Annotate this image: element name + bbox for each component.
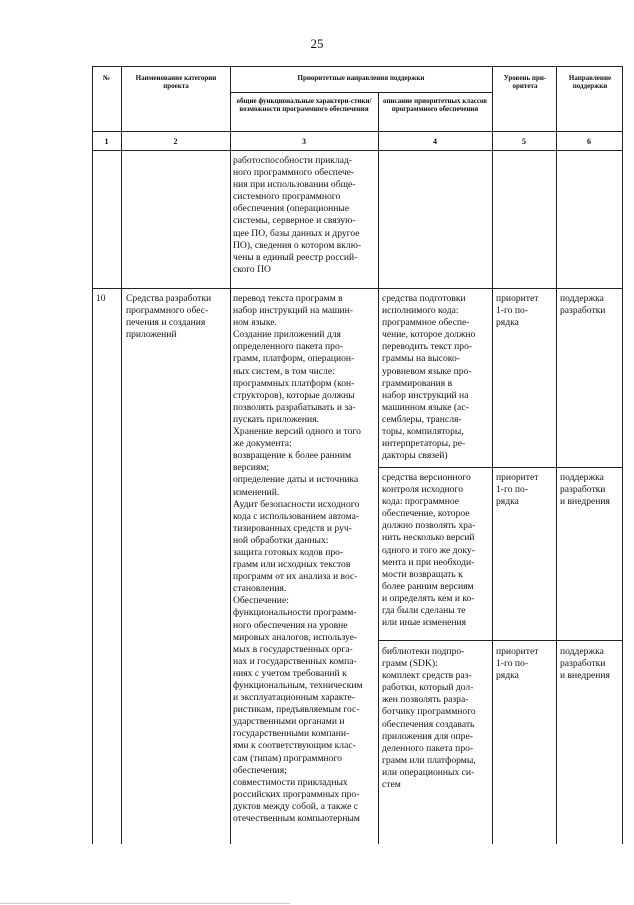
col-number-1: 1 [104, 137, 109, 146]
subrow-divider-1 [378, 467, 623, 468]
row-characteristics: перевод текста программ в набор инструкций на машин- ном языке. Создание приложений для определенного пакета про- грамм, платформ, операцион- ных систем, в том числе: программных платформ (кон- структоров), которые должны позволять разрабатывать и за- пускать приложения. Хранение версий одного и того же документа: возвращение к более ранним версиям; определение даты и источника изменений. Аудит безопасности исходного кода с использованием автома- тизированных средств и руч- ной обработки данных: защита готовых кодов про- грамм или исходных текстов программ от их анализа и вос- становления. Обеспечение: функциональности программ- ного обеспечения на уровне мировых аналогов, используе- мых в государственных орга- нах и государственных компа- ниях с учетом требований к функциональным, техническим и эксплуатационным характе- ристикам, предъявляемым гос- ударственными органами и государственными компани- ями к соответствующим клас- сам (типам) программного обеспечения; совместимости прикладных российских программных про- дуктов между собой, а также с отечественным компьютерным [233, 293, 363, 825]
col-number-2: 2 [173, 137, 178, 146]
col-number-4: 4 [433, 137, 437, 146]
header-priority-classes: описание приоритетных классов программного обеспечения [382, 97, 488, 113]
row-number: 10 [96, 293, 106, 304]
col-border-5 [556, 66, 557, 844]
row-category: Средства разработки программного обес- печения и создания приложений [126, 293, 212, 341]
header-number: № [102, 74, 111, 82]
col-border-1 [121, 66, 122, 844]
subrow-2-priority: приоритет 1-го по- рядка [496, 472, 539, 508]
subrow-2-description: средства версионного контроля исходного кода: программное обеспечение, которое должно позволять хра- нить несколько версий одного и того же доку- мента и при необходи- мости возвращать к более ранним версиям и определять кем и ко- гда были сделаны те или иные изменения [382, 472, 476, 629]
subrow-3-priority: приоритет 1-го по- рядка [496, 646, 539, 682]
subrow-3-support: поддержка разработки и внедрения [560, 646, 610, 682]
subrow-divider-2 [378, 640, 623, 641]
header-group-divider [230, 92, 492, 93]
continuation-characteristics: работоспособности приклад- ного программного обеспече- ния при использовании обще- системного программного обеспечения (операционные системы, серверное и связую- щее ПО, базы данных и другое ПО), сведения о котором вклю- чены в единый реестр россий- ского ПО [233, 155, 362, 275]
scan-edge-line [0, 903, 290, 904]
header-bottom-border [92, 131, 623, 132]
col-border-3 [378, 92, 379, 844]
subrow-2-support: поддержка разработки и внедрения [560, 472, 610, 508]
col-number-3: 3 [302, 137, 306, 146]
subrow-1-description: средства подготовки исполнимого кода: программное обеспе- чение, которое должно переводить текст про- граммы на высоко- уровневом языке про- граммирования в набор инструкций на машинном языке (ас- семблеры, трансля- торы, компиляторы, интерпретаторы, ре- дакторы связей) [382, 293, 476, 462]
header-support-direction: Направление поддержки [568, 74, 612, 90]
subrow-1-priority: приоритет 1-го по- рядка [496, 293, 539, 329]
col-border-0 [92, 66, 93, 844]
col-border-6 [622, 66, 623, 844]
subrow-1-support: поддержка разработки [560, 293, 606, 317]
header-priority-group: Приоритетные направления поддержки [297, 74, 425, 82]
page-number: 25 [310, 36, 324, 51]
table-top-border [92, 66, 623, 67]
col-border-4 [492, 66, 493, 844]
header-category: Наименование категории проекта [135, 74, 217, 90]
row-divider [92, 288, 623, 289]
col-border-2 [230, 66, 231, 844]
number-row-bottom-border [92, 150, 623, 151]
header-functional-characteristics: общие функциональные характери-стики/ возможности программного обеспечения [236, 97, 372, 113]
header-priority-level: Уровень при-оритета [503, 74, 547, 90]
col-number-6: 6 [587, 137, 591, 146]
col-number-5: 5 [522, 137, 526, 146]
subrow-3-description: библиотеки подпро- грамм (SDK): комплект средств раз- работки, который дол- жен позволять разра- ботчику программного обеспечения создавать приложения для опре- деленного пакета про- грамм или платформы, или операционных си- стем [382, 646, 476, 791]
